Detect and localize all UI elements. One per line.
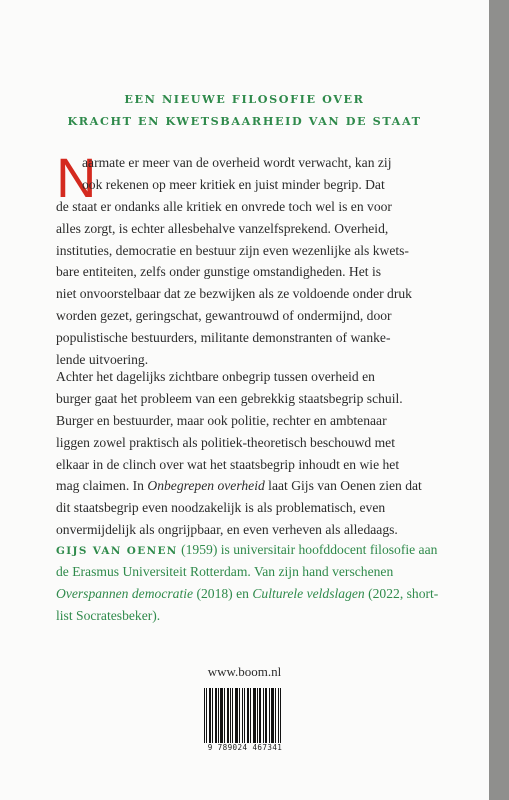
blurb-paragraph-2 bbox=[56, 366, 462, 541]
publisher-url: www.boom.nl bbox=[207, 664, 282, 679]
bio-text: (1959) is universitair hoofddocent filosofie aan bbox=[177, 542, 438, 557]
blurb-line: de staat er ondanks alle kritiek en onvrede toch wel is en voor bbox=[56, 198, 392, 214]
book-title: Onbegrepen overheid bbox=[147, 478, 265, 494]
book-title: Culturele veldslagen bbox=[252, 585, 365, 601]
blurb-line: ook rekenen op meer kritiek en juist minder begrip. Dat bbox=[82, 176, 385, 192]
blurb-line: dit staatsbegrip even noodzakelijk is als problematisch, even bbox=[56, 500, 386, 516]
blurb-line: worden gezet, geringschat, gewantrouwd of ondermijnd, door bbox=[56, 308, 392, 324]
blurb-line bbox=[56, 475, 462, 497]
blurb-line: Burger en bestuurder, maar ook politie, rechter en ambtenaar bbox=[56, 412, 387, 428]
blurb-text: mag claimen. bbox=[56, 478, 130, 494]
blurb-line: instituties, democratie en bestuur zijn even wezenlijke als kwets- bbox=[56, 242, 409, 258]
bio-line: list Socratesbeker). bbox=[56, 607, 161, 623]
blurb-text: In bbox=[132, 478, 148, 494]
isbn-digits: 9 789024 467341 bbox=[200, 743, 290, 752]
drop-cap: N bbox=[56, 146, 97, 209]
blurb-line: bare entiteiten, zelfs onder gunstige omstandigheden. Het is bbox=[56, 264, 382, 280]
headline-line-2: KRACHT EN KWETSBAARHEID VAN DE STAAT bbox=[67, 114, 422, 128]
bio-text: (2022, short- bbox=[364, 585, 439, 601]
blurb-line: alles zorgt, is echter allesbehalve vanzelfsprekend. Overheid, bbox=[56, 220, 389, 236]
bio-line bbox=[56, 583, 462, 605]
blurb-line: niet onvoorstelbaar dat ze bezwijken als ze voldoende onder druk bbox=[56, 286, 412, 302]
blurb-line: liggen zowel praktisch als politiek-theoretisch beschouwd met bbox=[56, 434, 395, 450]
blurb-text: laat Gijs van Oenen zien dat bbox=[264, 478, 422, 494]
blurb-line: burger gaat het probleem van een gebrekkig staatsbegrip schuil. bbox=[56, 390, 403, 406]
blurb-line: elkaar in de clinch over wat het staatsbegrip inhoudt en wie het bbox=[56, 456, 400, 472]
headline bbox=[0, 88, 489, 132]
author-bio bbox=[56, 539, 462, 627]
blurb-line: aarmate er meer van de overheid wordt verwacht, kan zij bbox=[82, 155, 392, 170]
blurb-line: populistische bestuurders, militante demonstranten of wanke- bbox=[56, 330, 391, 346]
blurb-line: lende uitvoering. bbox=[56, 352, 149, 368]
bio-line bbox=[56, 539, 462, 561]
author-name: GIJS VAN OENEN bbox=[56, 545, 178, 557]
blurb-line: Achter het dagelijks zichtbare onbegrip tussen overheid en bbox=[56, 369, 375, 384]
bio-line: de Erasmus Universiteit Rotterdam. Van zijn hand verschenen bbox=[56, 563, 394, 579]
book-title: Overspannen democratie bbox=[56, 585, 194, 601]
spine-strip bbox=[489, 0, 509, 800]
blurb-paragraph-1 bbox=[56, 146, 462, 371]
bio-text: (2018) en bbox=[193, 585, 253, 601]
blurb-line: onvermijdelijk als ongrijpbaar, en even verheven als alledaags. bbox=[56, 522, 398, 538]
headline-line-1: EEN NIEUWE FILOSOFIE OVER bbox=[124, 92, 365, 106]
